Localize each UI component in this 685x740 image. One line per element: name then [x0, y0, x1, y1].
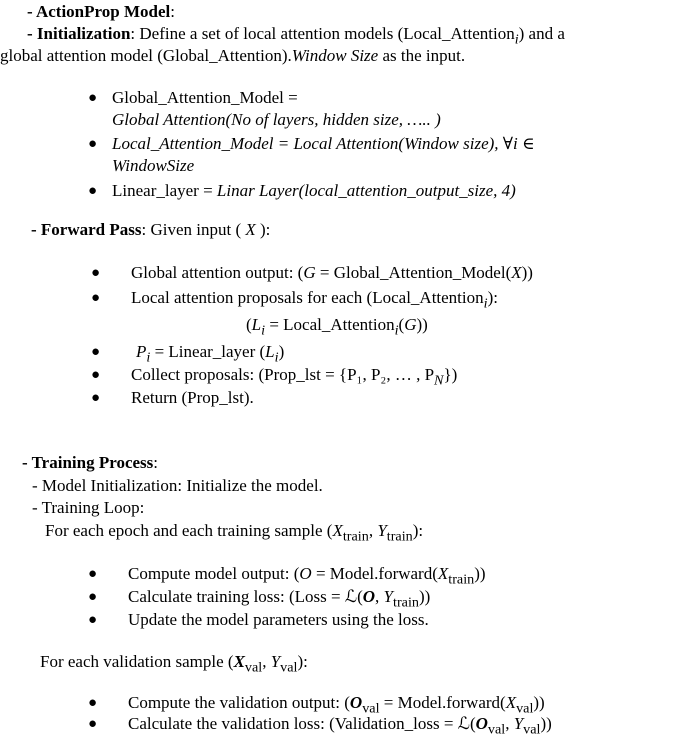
sub-i: i: [261, 322, 266, 339]
text: )): [474, 564, 486, 583]
global-model-lhs: Global_Attention_Model =: [112, 88, 298, 107]
bullet: ●: [88, 716, 98, 732]
text: For each epoch and each training sample (: [45, 521, 333, 540]
var-x: X: [332, 521, 343, 540]
text: = Local_Attention: [265, 315, 395, 334]
forward-x: X: [245, 220, 256, 239]
var-y: Y: [377, 521, 387, 540]
text: = Linear_layer (: [150, 342, 266, 361]
forward-b5: Return (Prop_lst).: [131, 388, 254, 407]
sub-val: val: [516, 700, 534, 717]
forward-heading: [31, 219, 270, 241]
sub-train: train: [448, 571, 475, 588]
local-model-lhs: Local_Attention_Model = Local Attention(Window size), ∀i ∈: [112, 134, 535, 153]
text: Local attention proposals for each (Local_Attention: [131, 288, 484, 307]
text: = Model.forward(: [379, 693, 506, 712]
text: ): [278, 342, 285, 361]
forward-text: : Given input (: [141, 220, 246, 239]
sub-n: N: [434, 372, 444, 389]
sub-val: val: [280, 659, 298, 676]
var-o: O: [349, 693, 363, 712]
text: )): [418, 587, 431, 606]
bullet: ●: [91, 290, 101, 306]
bullet: ●: [91, 390, 101, 406]
sub-val: val: [487, 721, 506, 738]
text: ):: [487, 288, 498, 307]
text: ,: [505, 714, 514, 733]
var-l: L: [251, 315, 262, 334]
sub-i: i: [483, 295, 488, 312]
training-heading: [22, 452, 158, 474]
text: = Global_Attention_Model(: [315, 263, 512, 282]
model-heading-label: - ActionProp Model: [27, 2, 171, 21]
text: Collect proposals: (Prop_lst = {P₁, P₂, … , P: [131, 365, 435, 384]
model-heading: [27, 1, 175, 23]
global-model-rhs: Global Attention(No of layers, hidden size, ….. ): [112, 110, 441, 129]
text: )): [416, 315, 428, 334]
var-y: Y: [270, 652, 281, 671]
training-t3: Update the model parameters using the loss.: [128, 610, 429, 629]
init-sub-i: i: [514, 31, 519, 48]
forward-label: - Forward Pass: [31, 220, 142, 239]
sub-i: i: [146, 349, 151, 366]
init-label: - Initialization: [27, 24, 131, 43]
bullet: ●: [88, 90, 98, 106]
forward-b2: [131, 287, 498, 314]
var-o: O: [299, 564, 312, 583]
var-x: X: [505, 693, 517, 712]
forward-text-end: ):: [255, 220, 271, 239]
text: ,: [375, 587, 384, 606]
forward-b2-formula: [246, 314, 428, 341]
bullet: ●: [88, 589, 98, 605]
forward-b1: [131, 262, 533, 284]
init-line-2: [0, 45, 465, 67]
text: ,: [262, 652, 271, 671]
sub-val: val: [362, 700, 380, 717]
text: (: [246, 315, 252, 334]
text: Calculate training loss: (Loss = ℒ(: [128, 587, 363, 606]
text: ):: [297, 652, 308, 671]
var-x: X: [233, 652, 245, 671]
sub-i: i: [394, 322, 399, 339]
var-x: X: [511, 263, 522, 282]
text: Global attention output: (: [131, 263, 304, 282]
training-loop: - Training Loop:: [32, 498, 145, 517]
init-text-1: : Define a set of local attention models (Local_Attention: [130, 24, 515, 43]
validation-heading: [40, 651, 308, 678]
var-g: G: [404, 315, 417, 334]
sub-train: train: [393, 594, 419, 611]
linear-layer-lhs: Linear_layer =: [112, 181, 217, 200]
text: )): [533, 693, 545, 712]
var-y: Y: [383, 587, 394, 606]
training-epoch: [45, 520, 423, 547]
bullet: ●: [91, 367, 101, 383]
bullet: ●: [88, 183, 98, 199]
bullet: ●: [88, 136, 98, 152]
sub-val: val: [244, 659, 263, 676]
text: (: [398, 315, 405, 334]
model-heading-colon: :: [170, 2, 175, 21]
bullet: ●: [91, 265, 101, 281]
var-o: O: [475, 714, 488, 733]
var-p: P: [136, 342, 147, 361]
var-x: X: [437, 564, 449, 583]
var-l: L: [265, 342, 275, 361]
local-model-cont: WindowSize: [112, 156, 195, 175]
text: Calculate the validation loss: (Validation_loss = ℒ(: [128, 714, 476, 733]
text: Compute the validation output: (: [128, 693, 350, 712]
training-init: - Model Initialization: Initialize the model.: [32, 476, 323, 495]
training-heading-label: - Training Process: [22, 453, 154, 472]
var-y: Y: [513, 714, 524, 733]
linear-layer-line: [112, 180, 516, 202]
bullet: ●: [88, 695, 98, 711]
training-heading-colon: :: [153, 453, 159, 472]
text: )): [540, 714, 552, 733]
text: Compute model output: (: [128, 564, 300, 583]
text: = Model.forward(: [311, 564, 438, 583]
sub-train: train: [386, 528, 413, 545]
init-text-2: ) and a: [518, 24, 565, 43]
text: For each validation sample (: [40, 652, 234, 671]
init-text-3: global attention model (Global_Attention).: [0, 46, 292, 65]
bullet: ●: [91, 344, 101, 360]
bullet: ●: [88, 566, 98, 582]
sub-i: i: [274, 349, 279, 366]
linear-layer-rhs: Linar Layer(local_attention_output_size, 4): [216, 181, 516, 200]
var-o: O: [362, 587, 376, 606]
validation-v2: [128, 713, 552, 740]
sub-train: train: [342, 528, 369, 545]
init-text-4: as the input.: [378, 46, 466, 65]
text: )): [521, 263, 533, 282]
init-window-size: Window Size: [291, 46, 379, 65]
text: }): [443, 365, 458, 384]
text: ):: [412, 521, 424, 540]
text: ,: [368, 521, 378, 540]
sub-val: val: [523, 721, 541, 738]
bullet: ●: [88, 612, 98, 628]
var-g: G: [303, 263, 316, 282]
